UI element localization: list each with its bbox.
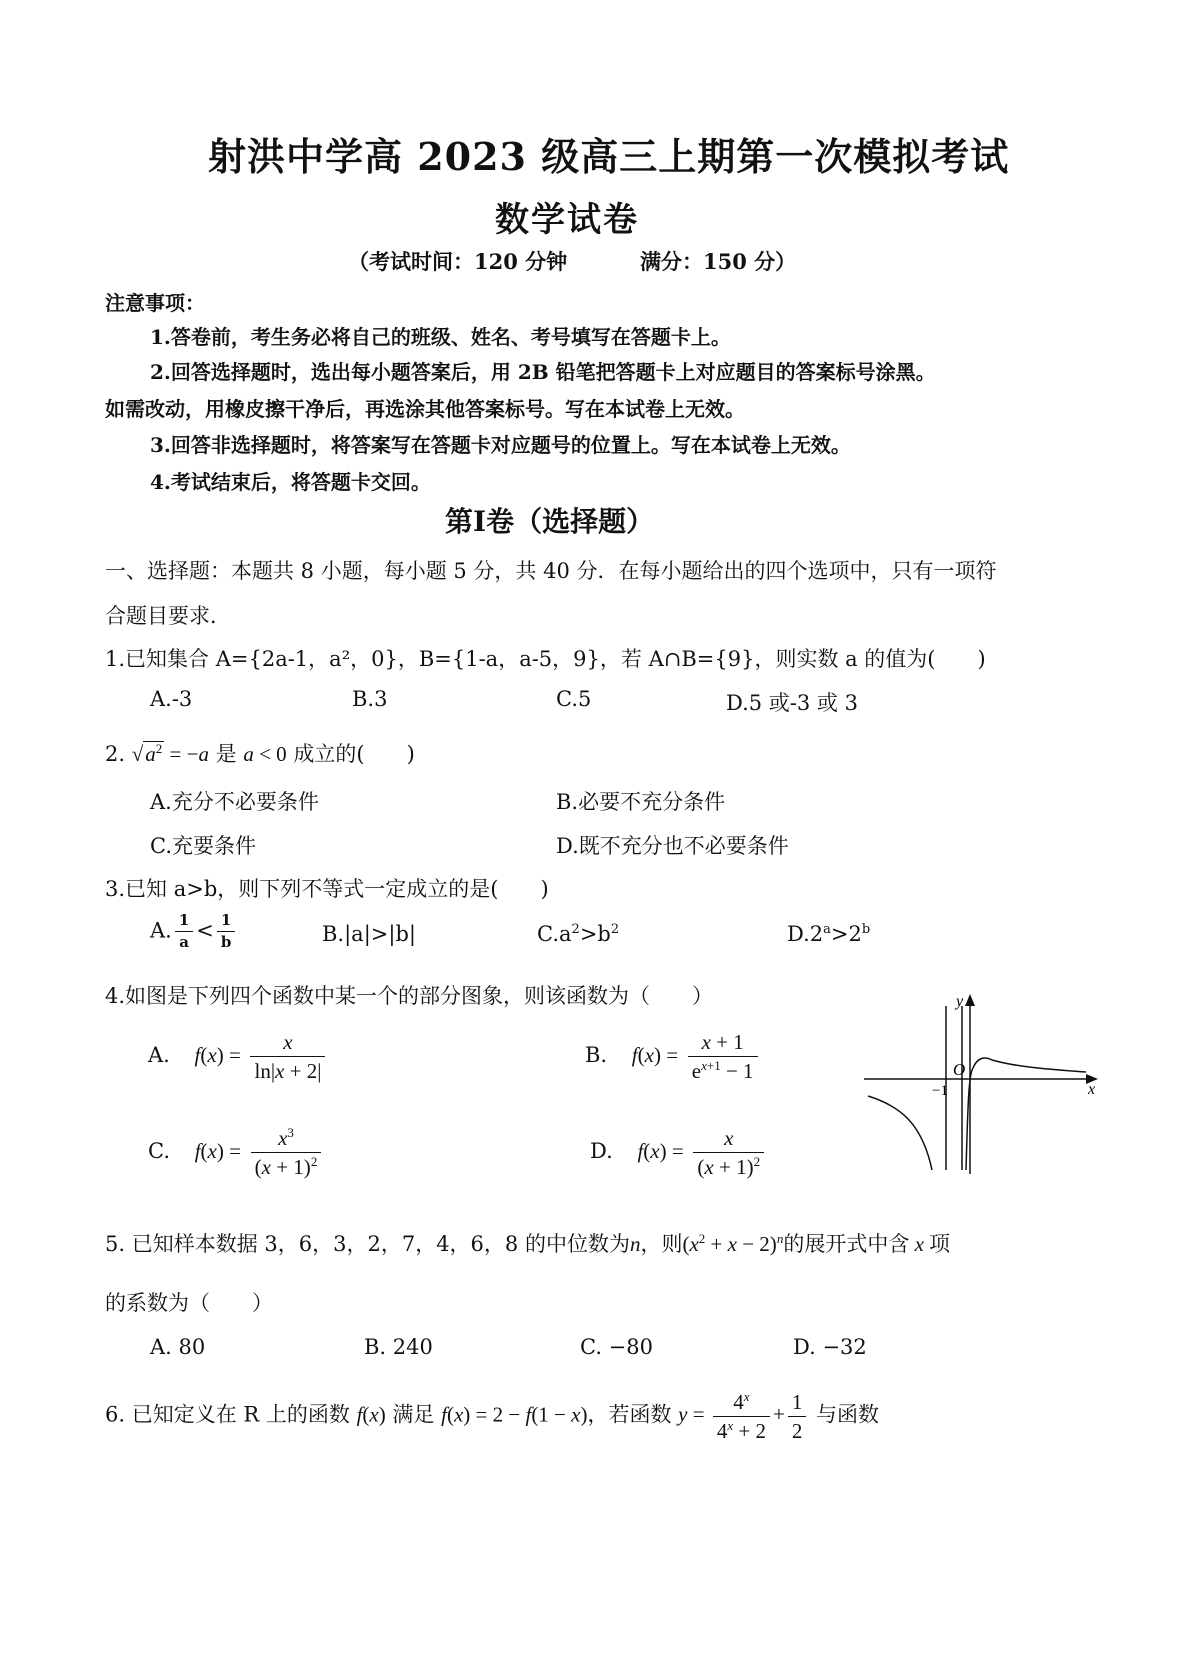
y-axis-arrow [965, 994, 975, 1006]
q5-stem-part-d: 项 [929, 1232, 951, 1256]
x-axis-label: x [1088, 1081, 1096, 1098]
q4-option-d-label: D. [590, 1139, 613, 1164]
q1-option-d: D.5 或-3 或 3 [726, 691, 858, 715]
q4-option-d: D. f(x) = $\frac{x}{(x + 1)^2}$ [590, 1126, 767, 1179]
q5-stem-part-c: 的展开式中含 [783, 1232, 910, 1256]
q6-func-f: f(x) [356, 1402, 386, 1427]
q5-stem [105, 1228, 950, 1258]
q4-option-a: A. f(x) = $\frac{x}{\ln|x + 2|}$ [148, 1030, 328, 1083]
q1-option-a: A.-3 [150, 687, 193, 711]
exam-title: 射洪中学高 2023 级高三上期第一次模拟考试 [208, 134, 1010, 179]
q6-equation: f(x) = 2 − f(1 − x) [441, 1402, 588, 1427]
q2-stem [105, 738, 415, 768]
q3-option-a-label: A. [150, 918, 172, 943]
q3-option-a: A. $\frac{1}{a}$ < $\frac{1}{b}$ [150, 912, 238, 952]
q4-option-c-label: C. [148, 1139, 170, 1164]
q3-option-d-label: D. [787, 922, 810, 946]
part1-title: 第I卷（选择题） [445, 505, 655, 538]
q5-option-d: D. −32 [793, 1335, 867, 1359]
q6-stem-part-a: 6. 已知定义在 R 上的函数 [105, 1402, 350, 1427]
exam-subtitle: 数学试卷 [495, 200, 639, 240]
q5-var-x: x [909, 1232, 930, 1256]
q5-stem-part-a: 5. 已知样本数据 3，6，3，2，7，4，6，8 的中位数为 [105, 1232, 630, 1256]
q5-stem-line2: 的系数为（ ） [105, 1291, 273, 1315]
q6-stem [105, 1390, 879, 1443]
q3-option-c: $C.a^2>b^2$ [537, 922, 620, 946]
q6-function-y: y = $\frac{4^x}{4^x + 2}$ + $\frac{1}{2}$ [678, 1402, 809, 1426]
q2-tail: 成立的( ) [293, 742, 415, 766]
q4-function-graph [860, 988, 1110, 1178]
q4-option-c: C. f(x) = $\frac{x^3}{(x + 1)^2}$ [148, 1126, 324, 1179]
q6-stem-part-c: ，若函数 [587, 1402, 672, 1427]
q2-option-d: D.既不充分也不必要条件 [556, 834, 789, 858]
y-axis-label: y [956, 993, 964, 1010]
q4-option-a-label: A. [148, 1043, 170, 1068]
part1-instructions-1: 一、选择题：本题共 8 小题，每小题 5 分，共 40 分．在每小题给出的四个选项中，只有一项符 [105, 559, 997, 583]
neg-one-label: −1 [932, 1083, 948, 1099]
note-1: 1.答卷前，考生务必将自己的班级、姓名、考号填写在答题卡上。 [150, 325, 731, 349]
q4-stem: 4.如图是下列四个函数中某一个的部分图象，则该函数为（ ） [105, 984, 714, 1008]
q3-option-c-label: C. [537, 922, 559, 946]
q5-var-n: n [629, 1232, 641, 1256]
q2-formula: $√a^2 = -a$ [131, 741, 209, 766]
q2-number: 2. [105, 742, 126, 766]
q6-stem-part-d: 与函数 [816, 1402, 879, 1427]
note-2a: 2.回答选择题时，选出每小题答案后，用 2B 铅笔把答题卡上对应题目的答案标号涂黑。 [150, 360, 936, 384]
origin-label: O [953, 1060, 966, 1079]
q2-condition: a < 0 [243, 742, 287, 766]
q3-option-b: B.|a|>|b| [322, 922, 416, 946]
exam-score-info: 满分：150 分） [640, 249, 797, 274]
q2-option-b: B.必要不充分条件 [556, 790, 726, 814]
q2-connector: 是 [215, 742, 237, 766]
curve-right-branch [966, 1058, 1086, 1170]
note-3: 3.回答非选择题时，将答案写在答题卡对应题号的位置上。写在本试卷上无效。 [150, 433, 851, 457]
q2-option-a: A.充分不必要条件 [150, 790, 319, 814]
q3-option-d: $D.2^a>2^b$ [787, 922, 871, 946]
q5-stem-part-b: ，则 [640, 1232, 683, 1256]
notes-heading: 注意事项： [105, 291, 205, 315]
q4-option-b-label: B. [585, 1043, 608, 1068]
q6-stem-part-b: 满足 [392, 1402, 435, 1427]
q5-option-b: B. 240 [364, 1335, 433, 1359]
q1-stem: 1.已知集合 A={2a-1，a²，0}，B={1-a，a-5，9}，若 A∩B={9}，则实数 a 的值为( ) [105, 647, 986, 671]
note-4: 4.考试结束后，将答题卡交回。 [150, 470, 431, 494]
q5-option-c: C. −80 [580, 1335, 653, 1359]
part1-instructions-2: 合题目要求． [105, 604, 231, 628]
q2-option-c: C.充要条件 [150, 834, 256, 858]
q4-option-b: B. f(x) = $\frac{x + 1}{e^{x+1} - 1}$ [585, 1030, 761, 1083]
exam-time-info: （考试时间：120 分钟 [348, 249, 568, 274]
q5-expression: $(x^2 + x - 2)^n$ [682, 1231, 784, 1256]
q3-stem: 3.已知 a>b，则下列不等式一定成立的是( ) [105, 877, 549, 901]
q5-option-a: A. 80 [150, 1335, 206, 1359]
note-2b: 如需改动，用橡皮擦干净后，再选涂其他答案标号。写在本试卷上无效。 [105, 397, 745, 421]
q1-option-c: C.5 [556, 687, 592, 711]
curve-left-branch [868, 1096, 932, 1170]
q1-option-b: B.3 [352, 687, 388, 711]
